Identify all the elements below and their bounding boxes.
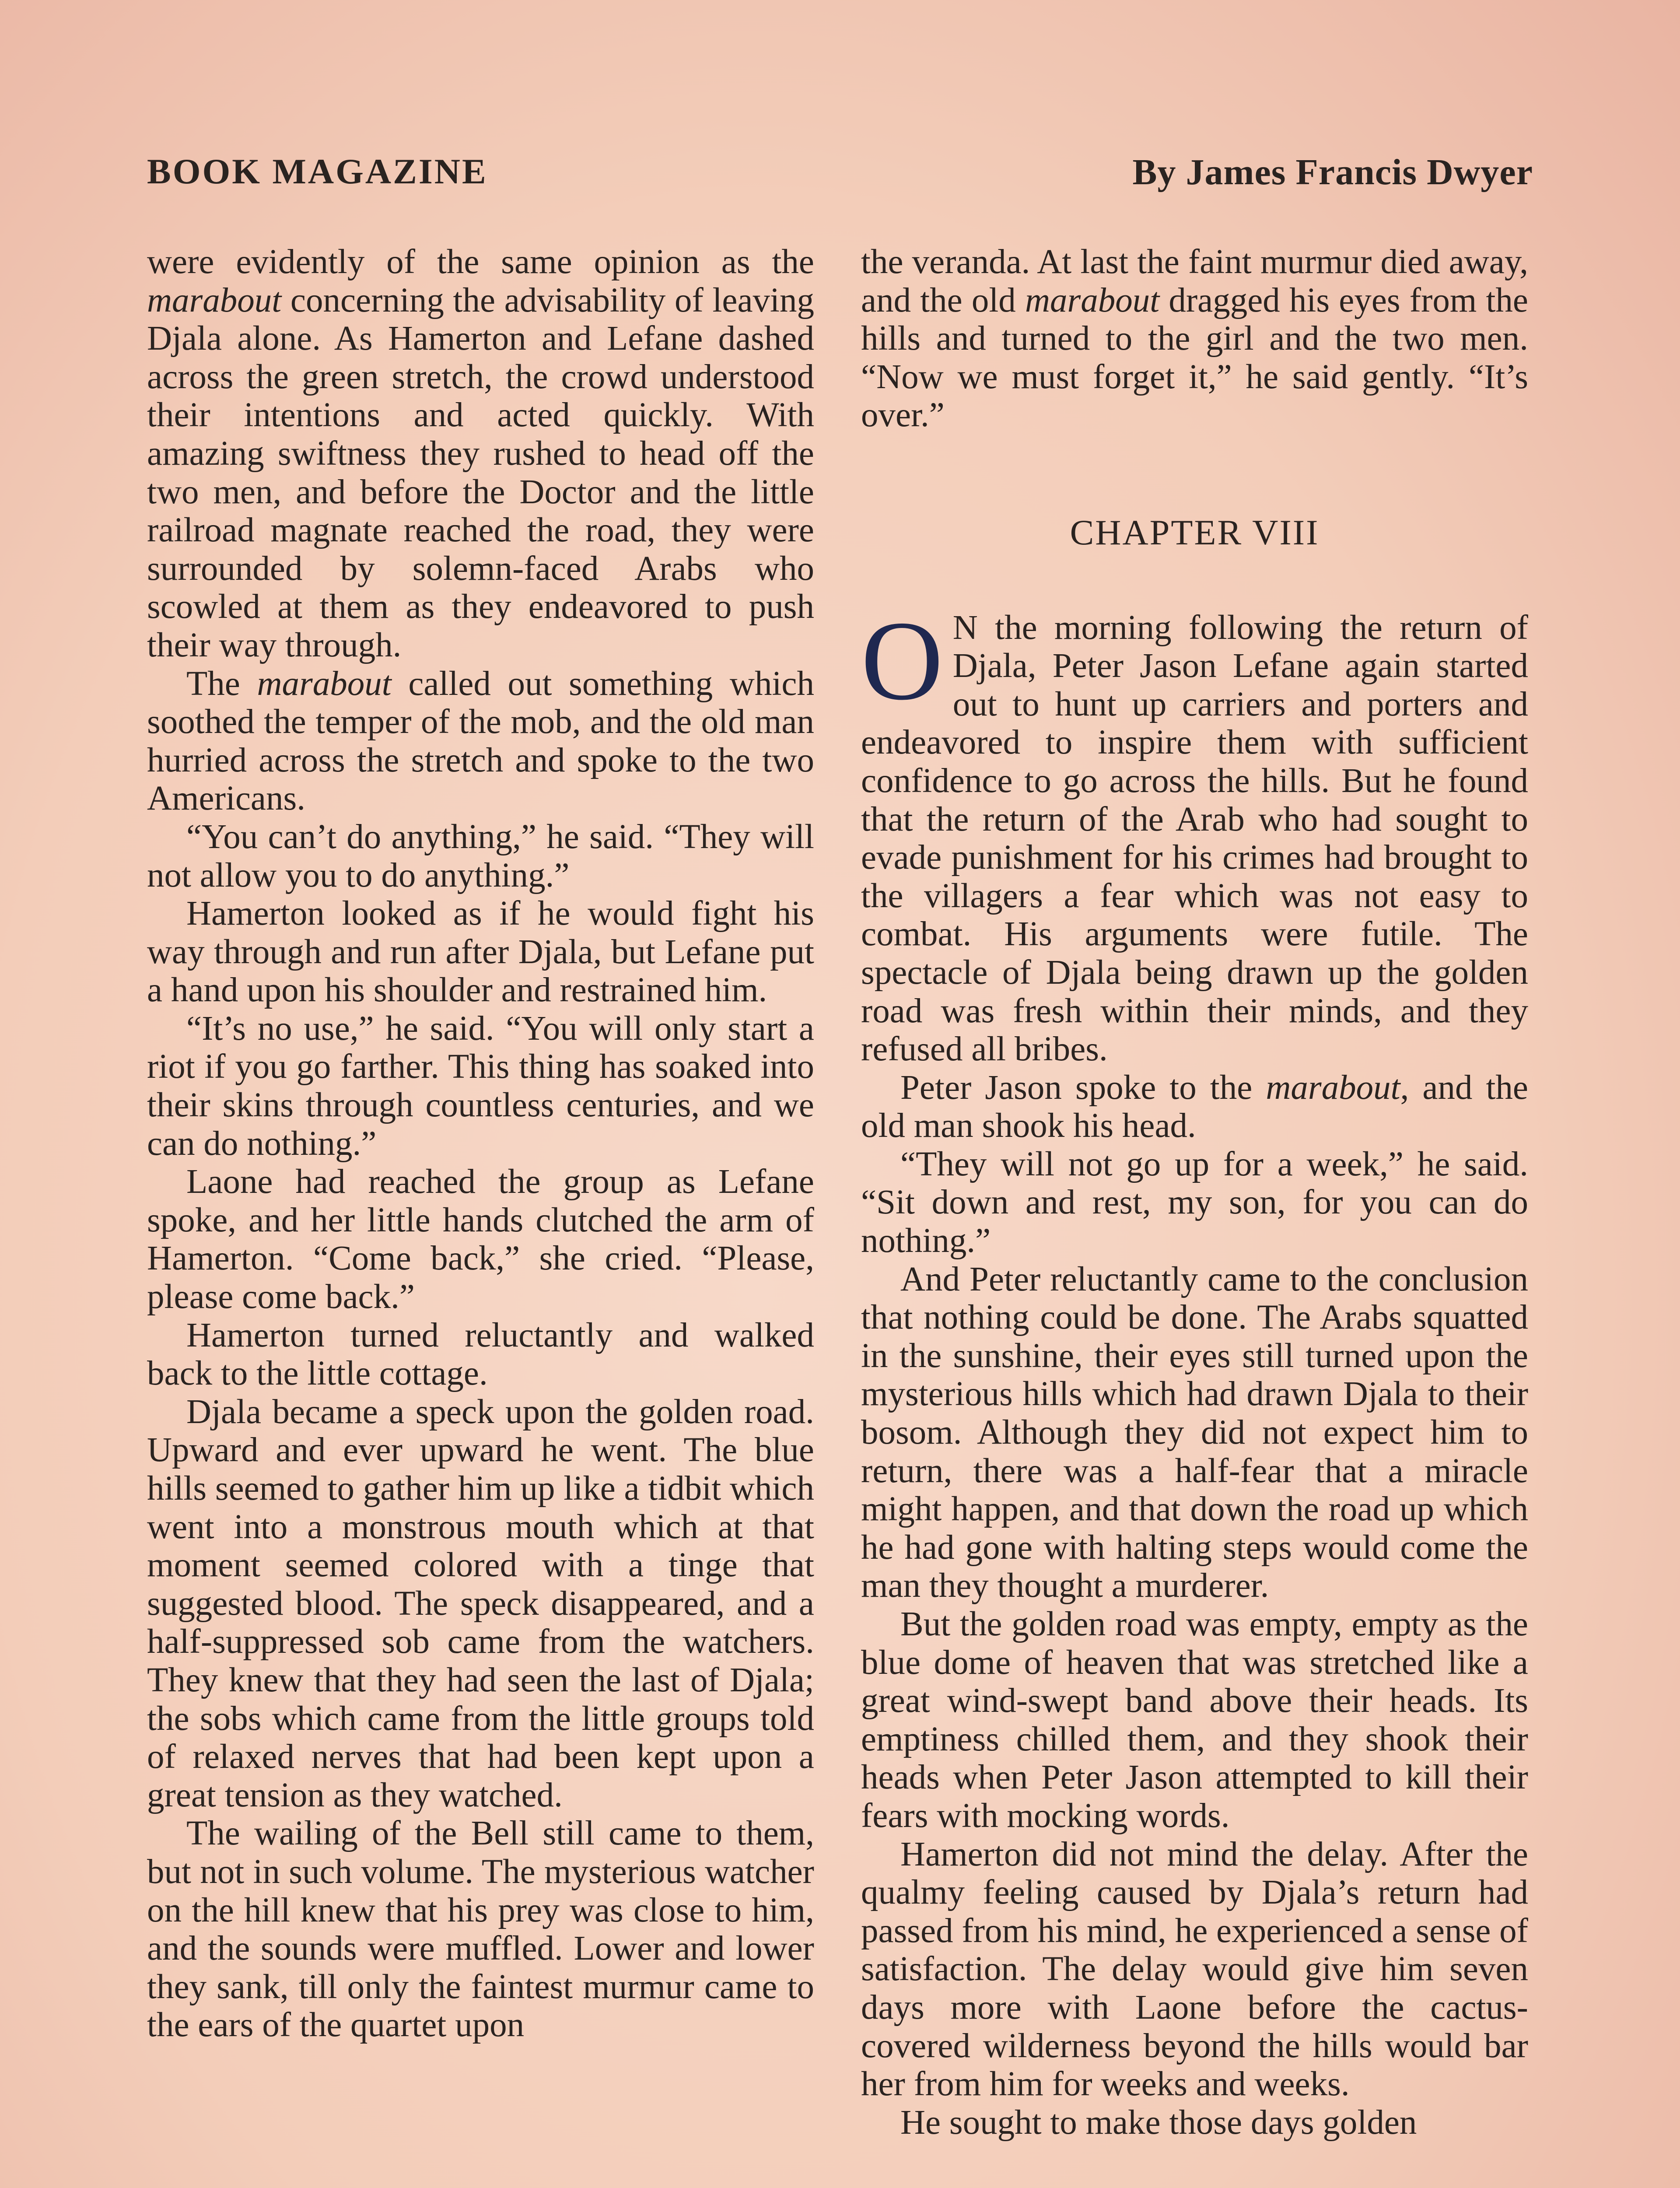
paragraph: Djala became a speck upon the golden road. Upward and ever upward he went. The blue hills seemed to gather him up like a tidbit which went into a monstrous mouth which at that moment seemed colored with a tinge that suggested blood. The speck disappeared, and a half-suppressed sob came from the watchers. They knew that they had seen the last of Djala; the sobs which came from the little groups told of relaxed nerves that had been kept upon a great tension as they watched. [147, 1392, 814, 1814]
paragraph: The wailing of the Bell still came to them, but not in such volume. The mysterious watcher on the hill knew that his prey was close to him, and the sounds were muffled. Lower and lower they sank, till only the faintest murmur came to the ears of the quartet upon [147, 1814, 814, 2044]
chapter-heading: CHAPTER VIII [1070, 512, 1320, 552]
paragraph: “You can’t do anything,” he said. “They will not allow you to do anything.” [147, 817, 814, 894]
paragraph: He sought to make those days golden [900, 2103, 1417, 2142]
paragraph: Peter Jason spoke to the marabout, and the old man shook his head. [861, 1068, 1529, 1145]
author-byline: By James Francis Dwyer [1132, 152, 1533, 193]
right-column [861, 243, 1528, 2142]
paragraph: the veranda. At last the faint murmur died away, and the old marabout dragged his eyes from the hills and turned to the girl and the two men. “Now we must forget it,” he said gently. “It’s over.” [861, 243, 1528, 435]
paragraph: Laone had reached the group as Lefane spoke, and her little hands clutched the arm of Hamerton. “Come back,” she cried. “Please, please come back.” [147, 1163, 814, 1316]
running-header [147, 151, 1533, 199]
paragraph: But the golden road was empty, empty as the blue dome of heaven that was stretched like a great wind-swept band above their heads. Its emptiness chilled them, and they shook their heads when Peter Jason attempted to kill their fears with mocking words. [861, 1605, 1528, 1835]
paragraph: Hamerton did not mind the delay. After the qualmy feeling caused by Djala’s return had passed from his mind, he experienced a sense of satisfaction. The delay would give him seven days more with Laone before the cactus-covered wilderness beyond the hills would bar her from him for weeks and weeks. [861, 1835, 1528, 2104]
left-column [147, 243, 814, 2044]
paragraph: Hamerton turned reluctantly and walked back to the little cottage. [147, 1316, 814, 1393]
paragraph: were evidently of the same opinion as the marabout concerning the advisability of leaving Djala alone. As Hamerton and Lefane dashed across the green stretch, the crowd understood their intentions and acted quickly. With amazing swiftness they rushed to head off the two men, and before the Doctor and the little railroad magnate reached the road, they were surrounded by solemn-faced Arabs who scowled at them as they endeavored to push their way through. [147, 243, 814, 664]
magazine-title: BOOK MAGAZINE [147, 151, 488, 191]
paragraph: “It’s no use,” he said. “You will only start a riot if you go farther. This thing has soaked into their skins through countless centuries, and we can do nothing.” [147, 1009, 814, 1163]
paragraph-text: N the morning following the return of Djala, Peter Jason Lefane again started out to hunt up carriers and porters and endeavored to inspire them with sufficient confidence to go across the hills. But he found that the return of the Arab who had sought to evade punishment for his crimes had brought to the villagers a fear which was not easy to combat. His arguments were futile. The spectacle of Djala being drawn up the golden road was fresh within their minds, and they refused all bribes. [861, 608, 1528, 1069]
paragraph: The marabout called out something which soothed the temper of the mob, and the old man hurried across the stretch and spoke to the two Americans. [147, 664, 814, 818]
paragraph: “They will not go up for a week,” he said. “Sit down and rest, my son, for you can do nothing.” [861, 1145, 1528, 1260]
paragraph [861, 597, 1528, 1069]
paragraph: Hamerton looked as if he would fight his way through and run after Djala, but Lefane put a hand upon his shoulder and restrained him. [147, 894, 814, 1010]
paragraph: And Peter reluctantly came to the conclusion that nothing could be done. The Arabs squatted in the sunshine, their eyes still turned upon the mysterious hills which had drawn Djala to their bosom. Although they did not expect him to return, there was a half-fear that a miracle might happen, and that down the road up which he had gone with halting steps would come the man they thought a murderer. [861, 1260, 1528, 1605]
drop-cap: O [861, 597, 943, 724]
